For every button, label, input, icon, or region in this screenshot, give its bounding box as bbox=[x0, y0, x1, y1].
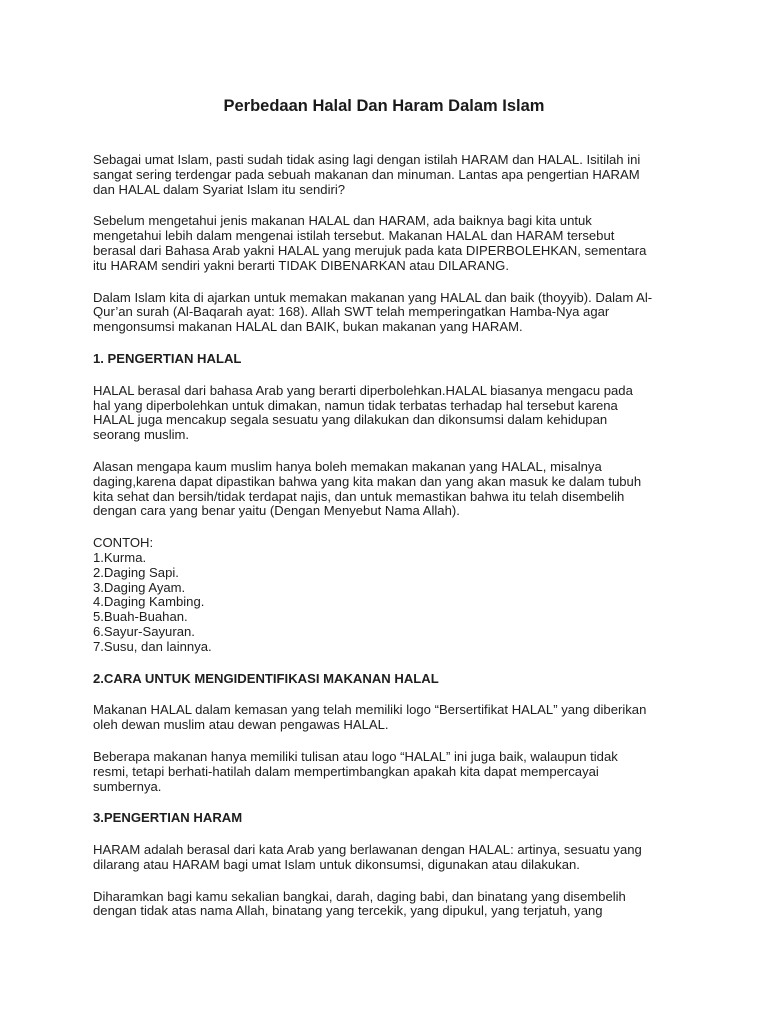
document-title: Perbedaan Halal Dan Haram Dalam Islam bbox=[223, 97, 545, 115]
halal-reason-paragraph: Alasan mengapa kaum muslim hanya boleh memakan makanan yang HALAL, misalnya daging,karena dapat dipastikan bahwa yang kita makan dan yang akan masuk ke dalam tubuh kita sehat dan bersih/tidak terdapat najis, dan untuk memastikan bahwa itu telah disembelih dengan cara yang benar yaitu (Dengan Menyebut Nama Allah). bbox=[93, 458, 642, 519]
section-heading-halal: 1. PENGERTIAN HALAL bbox=[93, 350, 242, 366]
section-heading-haram: 3.PENGERTIAN HARAM bbox=[93, 810, 243, 826]
list-item: 7.Susu, dan lainnya. bbox=[93, 638, 212, 654]
halal-text-paragraph: Beberapa makanan hanya memiliki tulisan atau logo “HALAL” ini juga baik, walaupun tidak resmi, tetapi berhati-hatilah dalam mempertimbangkan apakah kita dapat mempercayai sumbernya. bbox=[93, 748, 618, 794]
list-item: 3.Daging Ayam. bbox=[93, 579, 186, 595]
definition-paragraph: Sebelum mengetahui jenis makanan HALAL dan HARAM, ada baiknya bagi kita untuk mengetahui lebih dalam mengenai istilah tersebut. Makanan HALAL dan HARAM tersebut berasal dari Bahasa Arab yakni HALAL yang merujuk pada kata DIPERBOLEHKAN, sementara itu HARAM sendiri yakni berarti TIDAK DIBENARKAN atau DILARANG. bbox=[93, 213, 647, 273]
contoh-label: CONTOH: bbox=[93, 535, 154, 551]
halal-definition-paragraph: HALAL berasal dari bahasa Arab yang berarti diperbolehkan.HALAL biasanya mengacu pada hal yang diperbolehkan untuk dimakan, namun tidak terbatas terhadap hal tersebut karena HALAL juga mencakup segala sesuatu yang dilakukan dan dikonsumsi dalam kehidupan seorang muslim. bbox=[93, 382, 633, 443]
halal-logo-paragraph: Makanan HALAL dalam kemasan yang telah memiliki logo “Bersertifikat HALAL” yang diberikan oleh dewan muslim atau dewan pengawas HALAL. bbox=[93, 702, 647, 733]
contoh-list bbox=[93, 536, 683, 654]
haram-examples-paragraph: Diharamkan bagi kamu sekalian bangkai, darah, daging babi, dan binatang yang disembelih dengan tidak atas nama Allah, binatang yang tercekik, yang dipukul, yang terjatuh, yang bbox=[93, 888, 626, 919]
document-body bbox=[93, 153, 683, 936]
quran-paragraph: Dalam Islam kita di ajarkan untuk memakan makanan yang HALAL dan baik (thoyyib). Dalam Al- Qur’an surah (Al-Baqarah ayat: 168). Allah SWT telah memperingatkan Hamba-Nya agar mengonsumsi makanan HALAL dan BAIK, bukan makanan yang HARAM. bbox=[93, 289, 653, 335]
section-heading-identify-halal: 2.CARA UNTUK MENGIDENTIFIKASI MAKANAN HALAL bbox=[93, 670, 439, 686]
list-item: 5.Buah-Buahan. bbox=[93, 609, 188, 625]
haram-definition-paragraph: HARAM adalah berasal dari kata Arab yang berlawanan dengan HALAL: artinya, sesuatu yang dilarang atau HARAM bagi umat Islam untuk dikonsumsi, digunakan atau dilakukan. bbox=[93, 842, 642, 872]
intro-paragraph: Sebagai umat Islam, pasti sudah tidak asing lagi dengan istilah HARAM dan HALAL. Isitilah ini sangat sering terdengar pada sebuah makanan dan minuman. Lantas apa pengertian HARAM dan HALAL dalam Syariat Islam itu sendiri? bbox=[93, 152, 641, 197]
list-item: 4.Daging Kambing. bbox=[93, 594, 205, 610]
list-item: 6.Sayur-Sayuran. bbox=[93, 623, 195, 639]
list-item: 2.Daging Sapi. bbox=[93, 564, 179, 580]
list-item: 1.Kurma. bbox=[93, 549, 147, 565]
